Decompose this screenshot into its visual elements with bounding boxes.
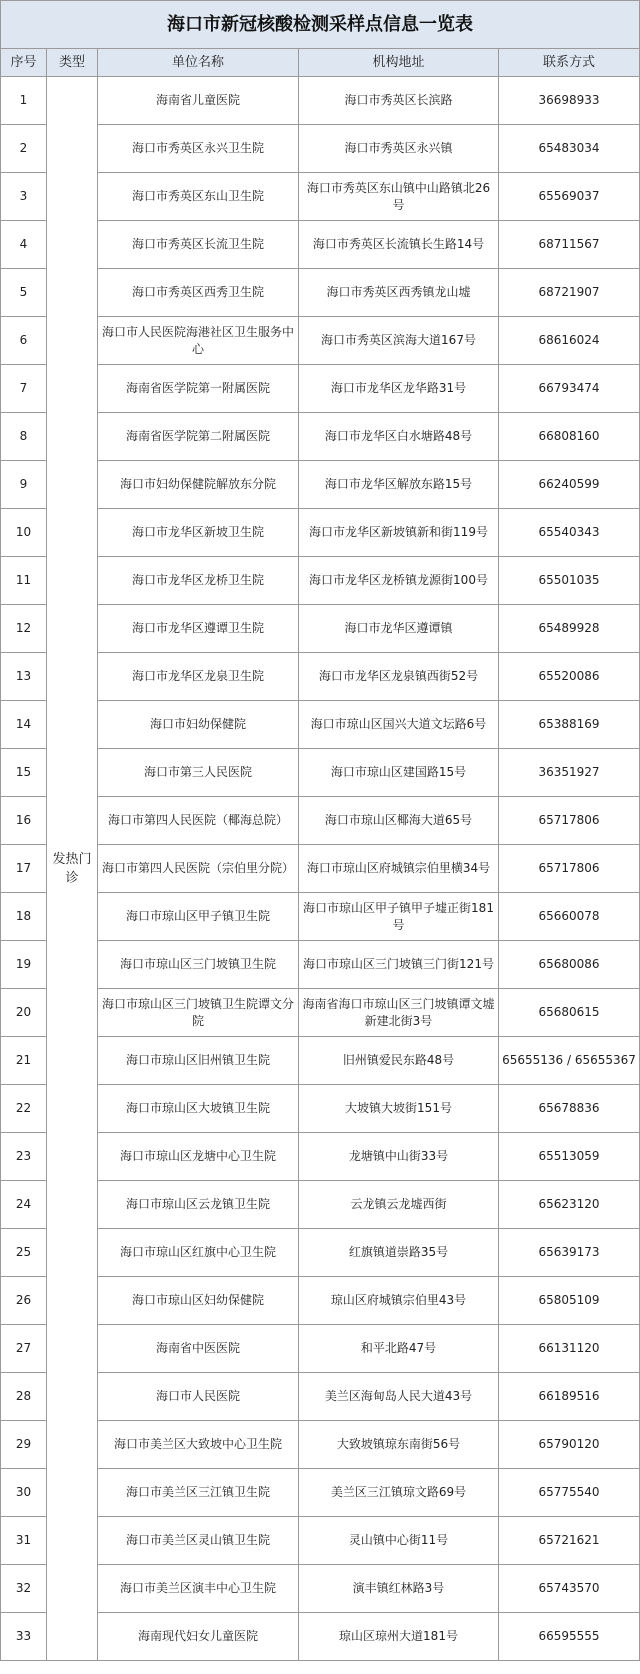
unit-address: 海口市琼山区甲子镇甲子墟正街181号	[299, 893, 499, 941]
unit-contact: 65678836	[499, 1085, 640, 1133]
unit-name: 海南现代妇女儿童医院	[98, 1613, 299, 1661]
unit-name: 海口市琼山区旧州镇卫生院	[98, 1037, 299, 1085]
unit-address: 海口市秀英区长流镇长生路14号	[299, 221, 499, 269]
row-index: 19	[1, 941, 47, 989]
unit-address: 海口市秀英区长滨路	[299, 77, 499, 125]
header-row	[1, 49, 640, 77]
unit-name: 海口市人民医院	[98, 1373, 299, 1421]
row-index: 27	[1, 1325, 47, 1373]
row-index: 20	[1, 989, 47, 1037]
table-title: 海口市新冠核酸检测采样点信息一览表	[1, 1, 640, 49]
row-index: 9	[1, 461, 47, 509]
unit-contact: 68721907	[499, 269, 640, 317]
unit-address: 海口市龙华区遵谭镇	[299, 605, 499, 653]
unit-name: 海口市秀英区永兴卫生院	[98, 125, 299, 173]
unit-contact: 65501035	[499, 557, 640, 605]
row-index: 29	[1, 1421, 47, 1469]
unit-name: 海口市龙华区龙桥卫生院	[98, 557, 299, 605]
row-index: 11	[1, 557, 47, 605]
row-index: 14	[1, 701, 47, 749]
row-index: 23	[1, 1133, 47, 1181]
row-index: 30	[1, 1469, 47, 1517]
unit-address: 琼山区府城镇宗伯里43号	[299, 1277, 499, 1325]
unit-name: 海口市琼山区妇幼保健院	[98, 1277, 299, 1325]
row-index: 24	[1, 1181, 47, 1229]
unit-contact: 65775540	[499, 1469, 640, 1517]
unit-address: 海口市琼山区国兴大道文坛路6号	[299, 701, 499, 749]
unit-name: 海口市美兰区灵山镇卫生院	[98, 1517, 299, 1565]
row-index: 4	[1, 221, 47, 269]
unit-name: 海口市秀英区东山卫生院	[98, 173, 299, 221]
header-type: 类型	[47, 49, 98, 77]
unit-address: 海口市龙华区白水塘路48号	[299, 413, 499, 461]
unit-contact: 65805109	[499, 1277, 640, 1325]
unit-name: 海口市美兰区三江镇卫生院	[98, 1469, 299, 1517]
unit-contact: 65388169	[499, 701, 640, 749]
unit-contact: 65639173	[499, 1229, 640, 1277]
row-index: 32	[1, 1565, 47, 1613]
unit-contact: 65489928	[499, 605, 640, 653]
unit-address: 旧州镇爱民东路48号	[299, 1037, 499, 1085]
unit-address: 海口市龙华区新坡镇新和街119号	[299, 509, 499, 557]
row-index: 18	[1, 893, 47, 941]
type-cell: 发热门诊	[47, 77, 98, 1661]
unit-name: 海南省医学院第一附属医院	[98, 365, 299, 413]
unit-address: 海口市龙华区解放东路15号	[299, 461, 499, 509]
unit-contact: 65790120	[499, 1421, 640, 1469]
unit-address: 海口市琼山区建国路15号	[299, 749, 499, 797]
unit-address: 海口市龙华区龙华路31号	[299, 365, 499, 413]
unit-contact: 65717806	[499, 797, 640, 845]
unit-name: 海口市妇幼保健院	[98, 701, 299, 749]
row-index: 22	[1, 1085, 47, 1133]
row-index: 31	[1, 1517, 47, 1565]
unit-address: 龙塘镇中山街33号	[299, 1133, 499, 1181]
row-index: 1	[1, 77, 47, 125]
row-index: 7	[1, 365, 47, 413]
unit-name: 海口市琼山区大坡镇卫生院	[98, 1085, 299, 1133]
unit-name: 海南省中医医院	[98, 1325, 299, 1373]
unit-name: 海口市琼山区三门坡镇卫生院	[98, 941, 299, 989]
unit-address: 和平北路47号	[299, 1325, 499, 1373]
unit-contact: 68616024	[499, 317, 640, 365]
unit-name: 海口市妇幼保健院解放东分院	[98, 461, 299, 509]
unit-contact: 65680615	[499, 989, 640, 1037]
unit-address: 海口市琼山区三门坡镇三门街121号	[299, 941, 499, 989]
unit-name: 海口市琼山区甲子镇卫生院	[98, 893, 299, 941]
unit-name: 海口市秀英区长流卫生院	[98, 221, 299, 269]
table-row	[1, 77, 640, 125]
unit-address: 美兰区海甸岛人民大道43号	[299, 1373, 499, 1421]
unit-address: 海口市秀英区永兴镇	[299, 125, 499, 173]
row-index: 12	[1, 605, 47, 653]
unit-address: 红旗镇道崇路35号	[299, 1229, 499, 1277]
unit-name: 海口市第四人民医院（椰海总院）	[98, 797, 299, 845]
row-index: 2	[1, 125, 47, 173]
unit-contact: 65520086	[499, 653, 640, 701]
title-row	[1, 1, 640, 49]
header-name: 单位名称	[98, 49, 299, 77]
unit-name: 海口市琼山区龙塘中心卫生院	[98, 1133, 299, 1181]
unit-contact: 66793474	[499, 365, 640, 413]
unit-address: 海口市琼山区椰海大道65号	[299, 797, 499, 845]
unit-contact: 66240599	[499, 461, 640, 509]
row-index: 13	[1, 653, 47, 701]
unit-name: 海口市人民医院海港社区卫生服务中心	[98, 317, 299, 365]
row-index: 17	[1, 845, 47, 893]
unit-name: 海口市美兰区大致坡中心卫生院	[98, 1421, 299, 1469]
unit-address: 琼山区琼州大道181号	[299, 1613, 499, 1661]
row-index: 21	[1, 1037, 47, 1085]
unit-name: 海口市第四人民医院（宗伯里分院）	[98, 845, 299, 893]
row-index: 10	[1, 509, 47, 557]
unit-name: 海南省医学院第二附属医院	[98, 413, 299, 461]
unit-name: 海口市琼山区云龙镇卫生院	[98, 1181, 299, 1229]
unit-address: 海口市秀英区滨海大道167号	[299, 317, 499, 365]
unit-contact: 65743570	[499, 1565, 640, 1613]
unit-contact: 65717806	[499, 845, 640, 893]
row-index: 25	[1, 1229, 47, 1277]
unit-contact: 66131120	[499, 1325, 640, 1373]
header-address: 机构地址	[299, 49, 499, 77]
unit-address: 大坡镇大坡街151号	[299, 1085, 499, 1133]
unit-address: 灵山镇中心街11号	[299, 1517, 499, 1565]
unit-contact: 66808160	[499, 413, 640, 461]
row-index: 3	[1, 173, 47, 221]
unit-name: 海口市第三人民医院	[98, 749, 299, 797]
unit-name: 海口市琼山区红旗中心卫生院	[98, 1229, 299, 1277]
unit-address: 演丰镇红林路3号	[299, 1565, 499, 1613]
unit-contact: 65540343	[499, 509, 640, 557]
unit-contact: 65483034	[499, 125, 640, 173]
row-index: 28	[1, 1373, 47, 1421]
row-index: 15	[1, 749, 47, 797]
row-index: 16	[1, 797, 47, 845]
unit-address: 美兰区三江镇琼文路69号	[299, 1469, 499, 1517]
unit-address: 海口市秀英区东山镇中山路镇北26号	[299, 173, 499, 221]
unit-contact: 36351927	[499, 749, 640, 797]
row-index: 5	[1, 269, 47, 317]
unit-name: 海南省儿童医院	[98, 77, 299, 125]
header-contact: 联系方式	[499, 49, 640, 77]
row-index: 26	[1, 1277, 47, 1325]
unit-address: 海口市龙华区龙桥镇龙源街100号	[299, 557, 499, 605]
unit-address: 海口市秀英区西秀镇龙山墟	[299, 269, 499, 317]
unit-contact: 65513059	[499, 1133, 640, 1181]
unit-contact: 65680086	[499, 941, 640, 989]
unit-contact: 66595555	[499, 1613, 640, 1661]
unit-name: 海口市美兰区演丰中心卫生院	[98, 1565, 299, 1613]
unit-name: 海口市龙华区遵谭卫生院	[98, 605, 299, 653]
header-index: 序号	[1, 49, 47, 77]
unit-address: 云龙镇云龙墟西街	[299, 1181, 499, 1229]
unit-contact: 68711567	[499, 221, 640, 269]
unit-name: 海口市龙华区新坡卫生院	[98, 509, 299, 557]
unit-contact: 65655136 / 65655367	[499, 1037, 640, 1085]
row-index: 33	[1, 1613, 47, 1661]
row-index: 8	[1, 413, 47, 461]
unit-address: 海口市龙华区龙泉镇西街52号	[299, 653, 499, 701]
unit-address: 海南省海口市琼山区三门坡镇谭文墟新建北街3号	[299, 989, 499, 1037]
row-index: 6	[1, 317, 47, 365]
unit-name: 海口市龙华区龙泉卫生院	[98, 653, 299, 701]
unit-address: 大致坡镇琼东南街56号	[299, 1421, 499, 1469]
unit-contact: 65660078	[499, 893, 640, 941]
unit-name: 海口市秀英区西秀卫生院	[98, 269, 299, 317]
unit-contact: 66189516	[499, 1373, 640, 1421]
unit-contact: 65721621	[499, 1517, 640, 1565]
unit-name: 海口市琼山区三门坡镇卫生院谭文分院	[98, 989, 299, 1037]
unit-address: 海口市琼山区府城镇宗伯里横34号	[299, 845, 499, 893]
unit-contact: 65623120	[499, 1181, 640, 1229]
unit-contact: 65569037	[499, 173, 640, 221]
unit-contact: 36698933	[499, 77, 640, 125]
